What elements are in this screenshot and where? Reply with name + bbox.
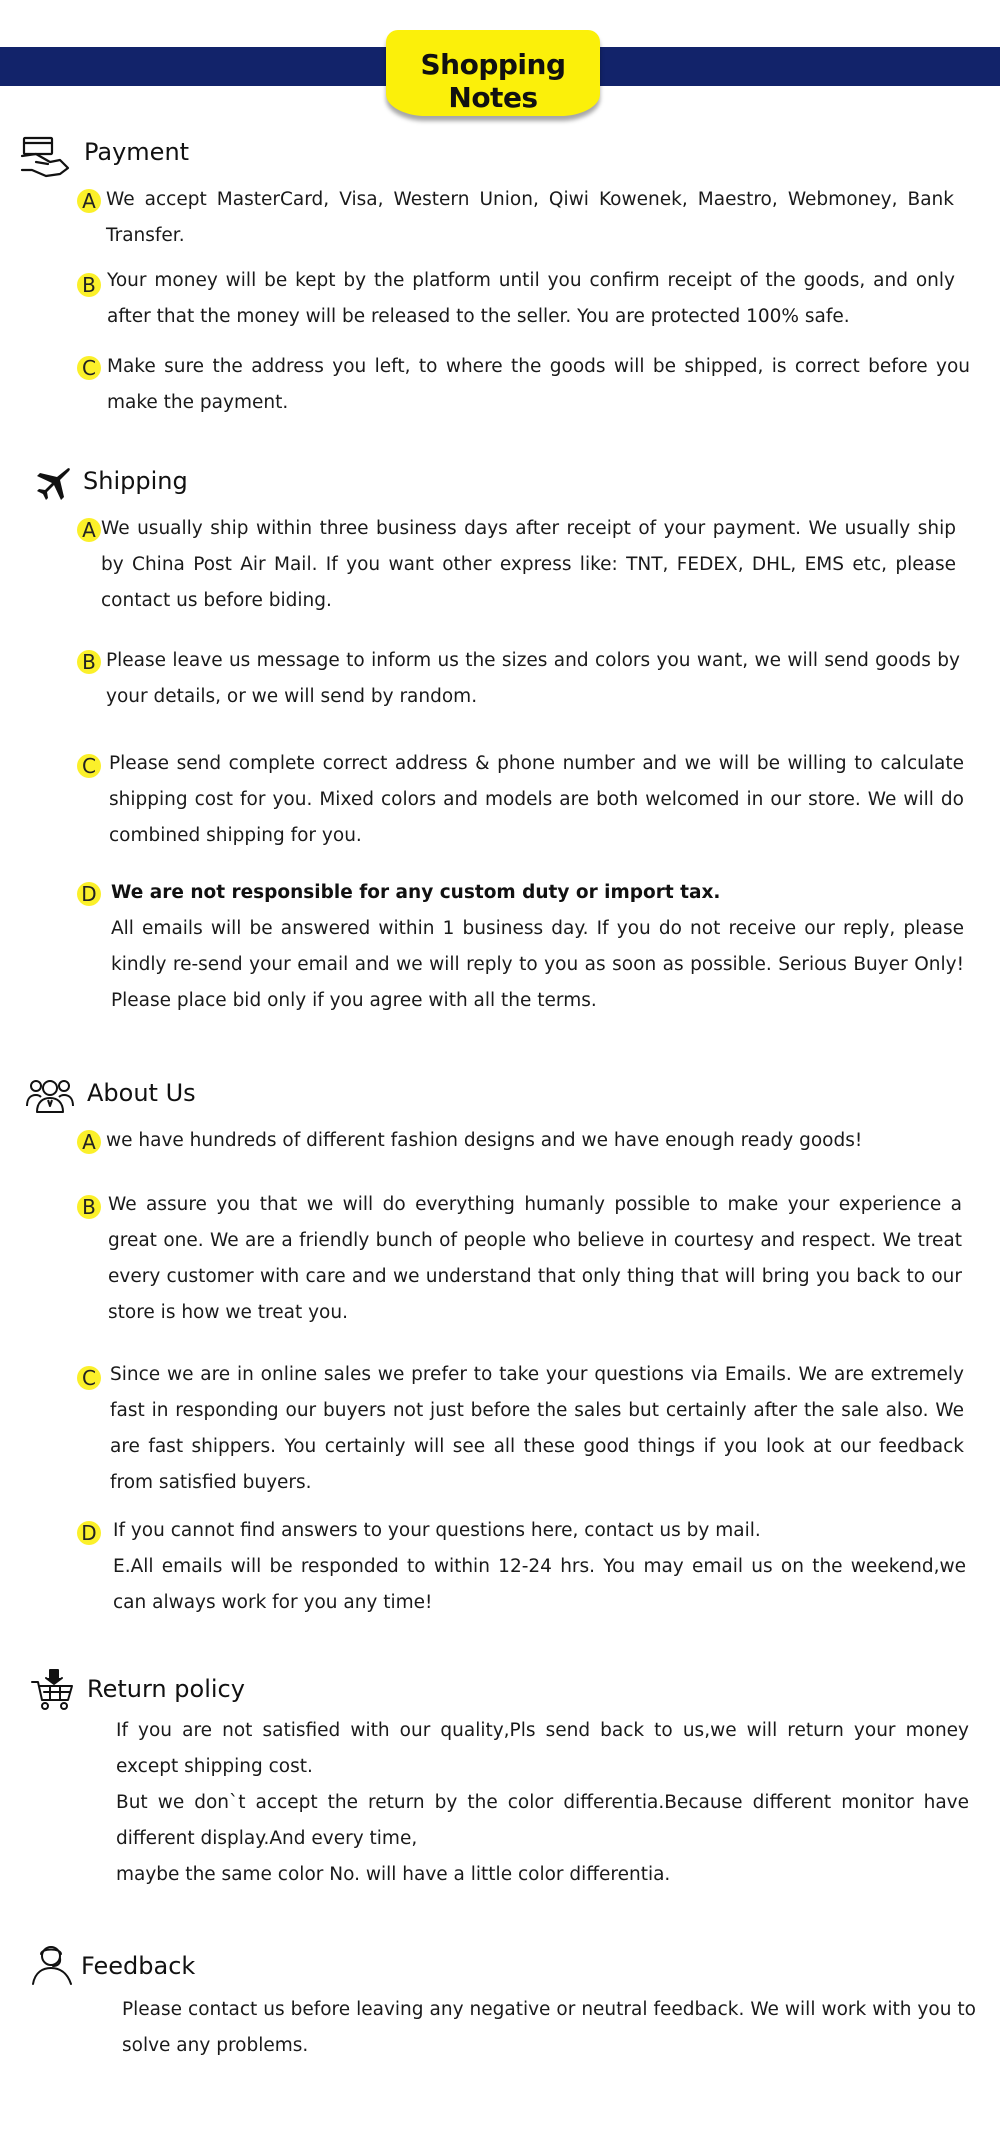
shipping-item-c: Please send complete correct address & phone number and we will be willing to calculate shipping cost for you. Mixed colors and models are both welcomed in our store. We will do combined shipping for you.: [109, 753, 964, 846]
section-title-shipping: Shipping: [83, 467, 188, 495]
item-badge-a: A: [77, 189, 101, 213]
page-title: Shopping Notes: [420, 48, 566, 114]
shipping-item-d-bold: We are not responsible for any custom duty or import tax.: [111, 882, 721, 903]
item-badge-a: A: [77, 518, 101, 542]
group-people-icon: [25, 1076, 75, 1116]
support-agent-icon: [31, 1944, 75, 1986]
hand-card-icon: [20, 134, 72, 178]
shipping-item-d-text: All emails will be answered within 1 business day. If you do not receive our reply, please kindly re-send your email and we will reply to you as soon as possible. Serious Buyer Only! Please place bid only if you agree with all the terms.: [111, 918, 964, 1011]
shipping-item-d: [111, 875, 964, 1019]
about-item-d: [113, 1513, 966, 1621]
item-badge-b: B: [77, 273, 101, 297]
about-item-b: We assure you that we will do everything humanly possible to make your experience a great one. We are a friendly bunch of people who believe in courtesy and respect. We treat every customer with care and we understand that only thing that will bring you back to our store is how we treat you.: [108, 1194, 962, 1323]
section-title-about-us: About Us: [87, 1079, 196, 1107]
shipping-item-b: Please leave us message to inform us the sizes and colors you want, we will send goods by your details, or we will send by random.: [106, 650, 960, 707]
item-badge-d: D: [77, 882, 101, 906]
payment-item-b: Your money will be kept by the platform until you confirm receipt of the goods, and only after that the money will be released to the seller. You are protected 100% safe.: [107, 270, 955, 327]
item-badge-b: B: [77, 650, 101, 674]
return-policy-text: [116, 1713, 969, 1893]
return-policy-p2: But we don`t accept the return by the color differentia.Because different monitor have different display.And every time,: [116, 1792, 969, 1849]
section-title-payment: Payment: [84, 138, 190, 166]
item-badge-c: C: [77, 356, 101, 380]
shipping-item-a: We usually ship within three business days after receipt of your payment. We usually ship by China Post Air Mail. If you want other express like: TNT, FEDEX, DHL, EMS etc, please contact us before biding.: [101, 518, 956, 611]
item-badge-d: D: [77, 1521, 101, 1545]
feedback-text: Please contact us before leaving any negative or neutral feedback. We will work with you to solve any problems.: [122, 1999, 976, 2056]
section-title-return-policy: Return policy: [87, 1675, 245, 1703]
airplane-icon: [34, 466, 72, 504]
about-item-a: we have hundreds of different fashion designs and we have enough ready goods!: [106, 1130, 863, 1151]
item-badge-c: C: [77, 754, 101, 778]
about-item-c: Since we are in online sales we prefer to take your questions via Emails. We are extremely fast in responding our buyers not just before the sales but certainly after the sale also. We are fast shippers. You certainly will see all these good things if you look at our feedback from satisfied buyers.: [110, 1364, 964, 1493]
about-item-d-line1: If you cannot find answers to your questions here, contact us by mail.: [113, 1520, 761, 1541]
about-item-d-text: E.All emails will be responded to within 12-24 hrs. You may email us on the weekend,we can always work for you any time!: [113, 1556, 966, 1613]
payment-item-c: Make sure the address you left, to where the goods will be shipped, is correct before you make the payment.: [107, 356, 970, 413]
item-badge-c: C: [77, 1366, 101, 1390]
item-badge-a: A: [77, 1130, 101, 1154]
item-badge-b: B: [77, 1195, 101, 1219]
return-policy-p1: If you are not satisfied with our quality,Pls send back to us,we will return your money except shipping cost.: [116, 1720, 969, 1777]
shopping-cart-icon: [30, 1668, 76, 1712]
payment-item-a: We accept MasterCard, Visa, Western Union, Qiwi Kowenek, Maestro, Webmoney, Bank Transfer.: [106, 189, 954, 246]
section-title-feedback: Feedback: [81, 1952, 196, 1980]
return-policy-p3: maybe the same color No. will have a little color differentia.: [116, 1864, 671, 1885]
